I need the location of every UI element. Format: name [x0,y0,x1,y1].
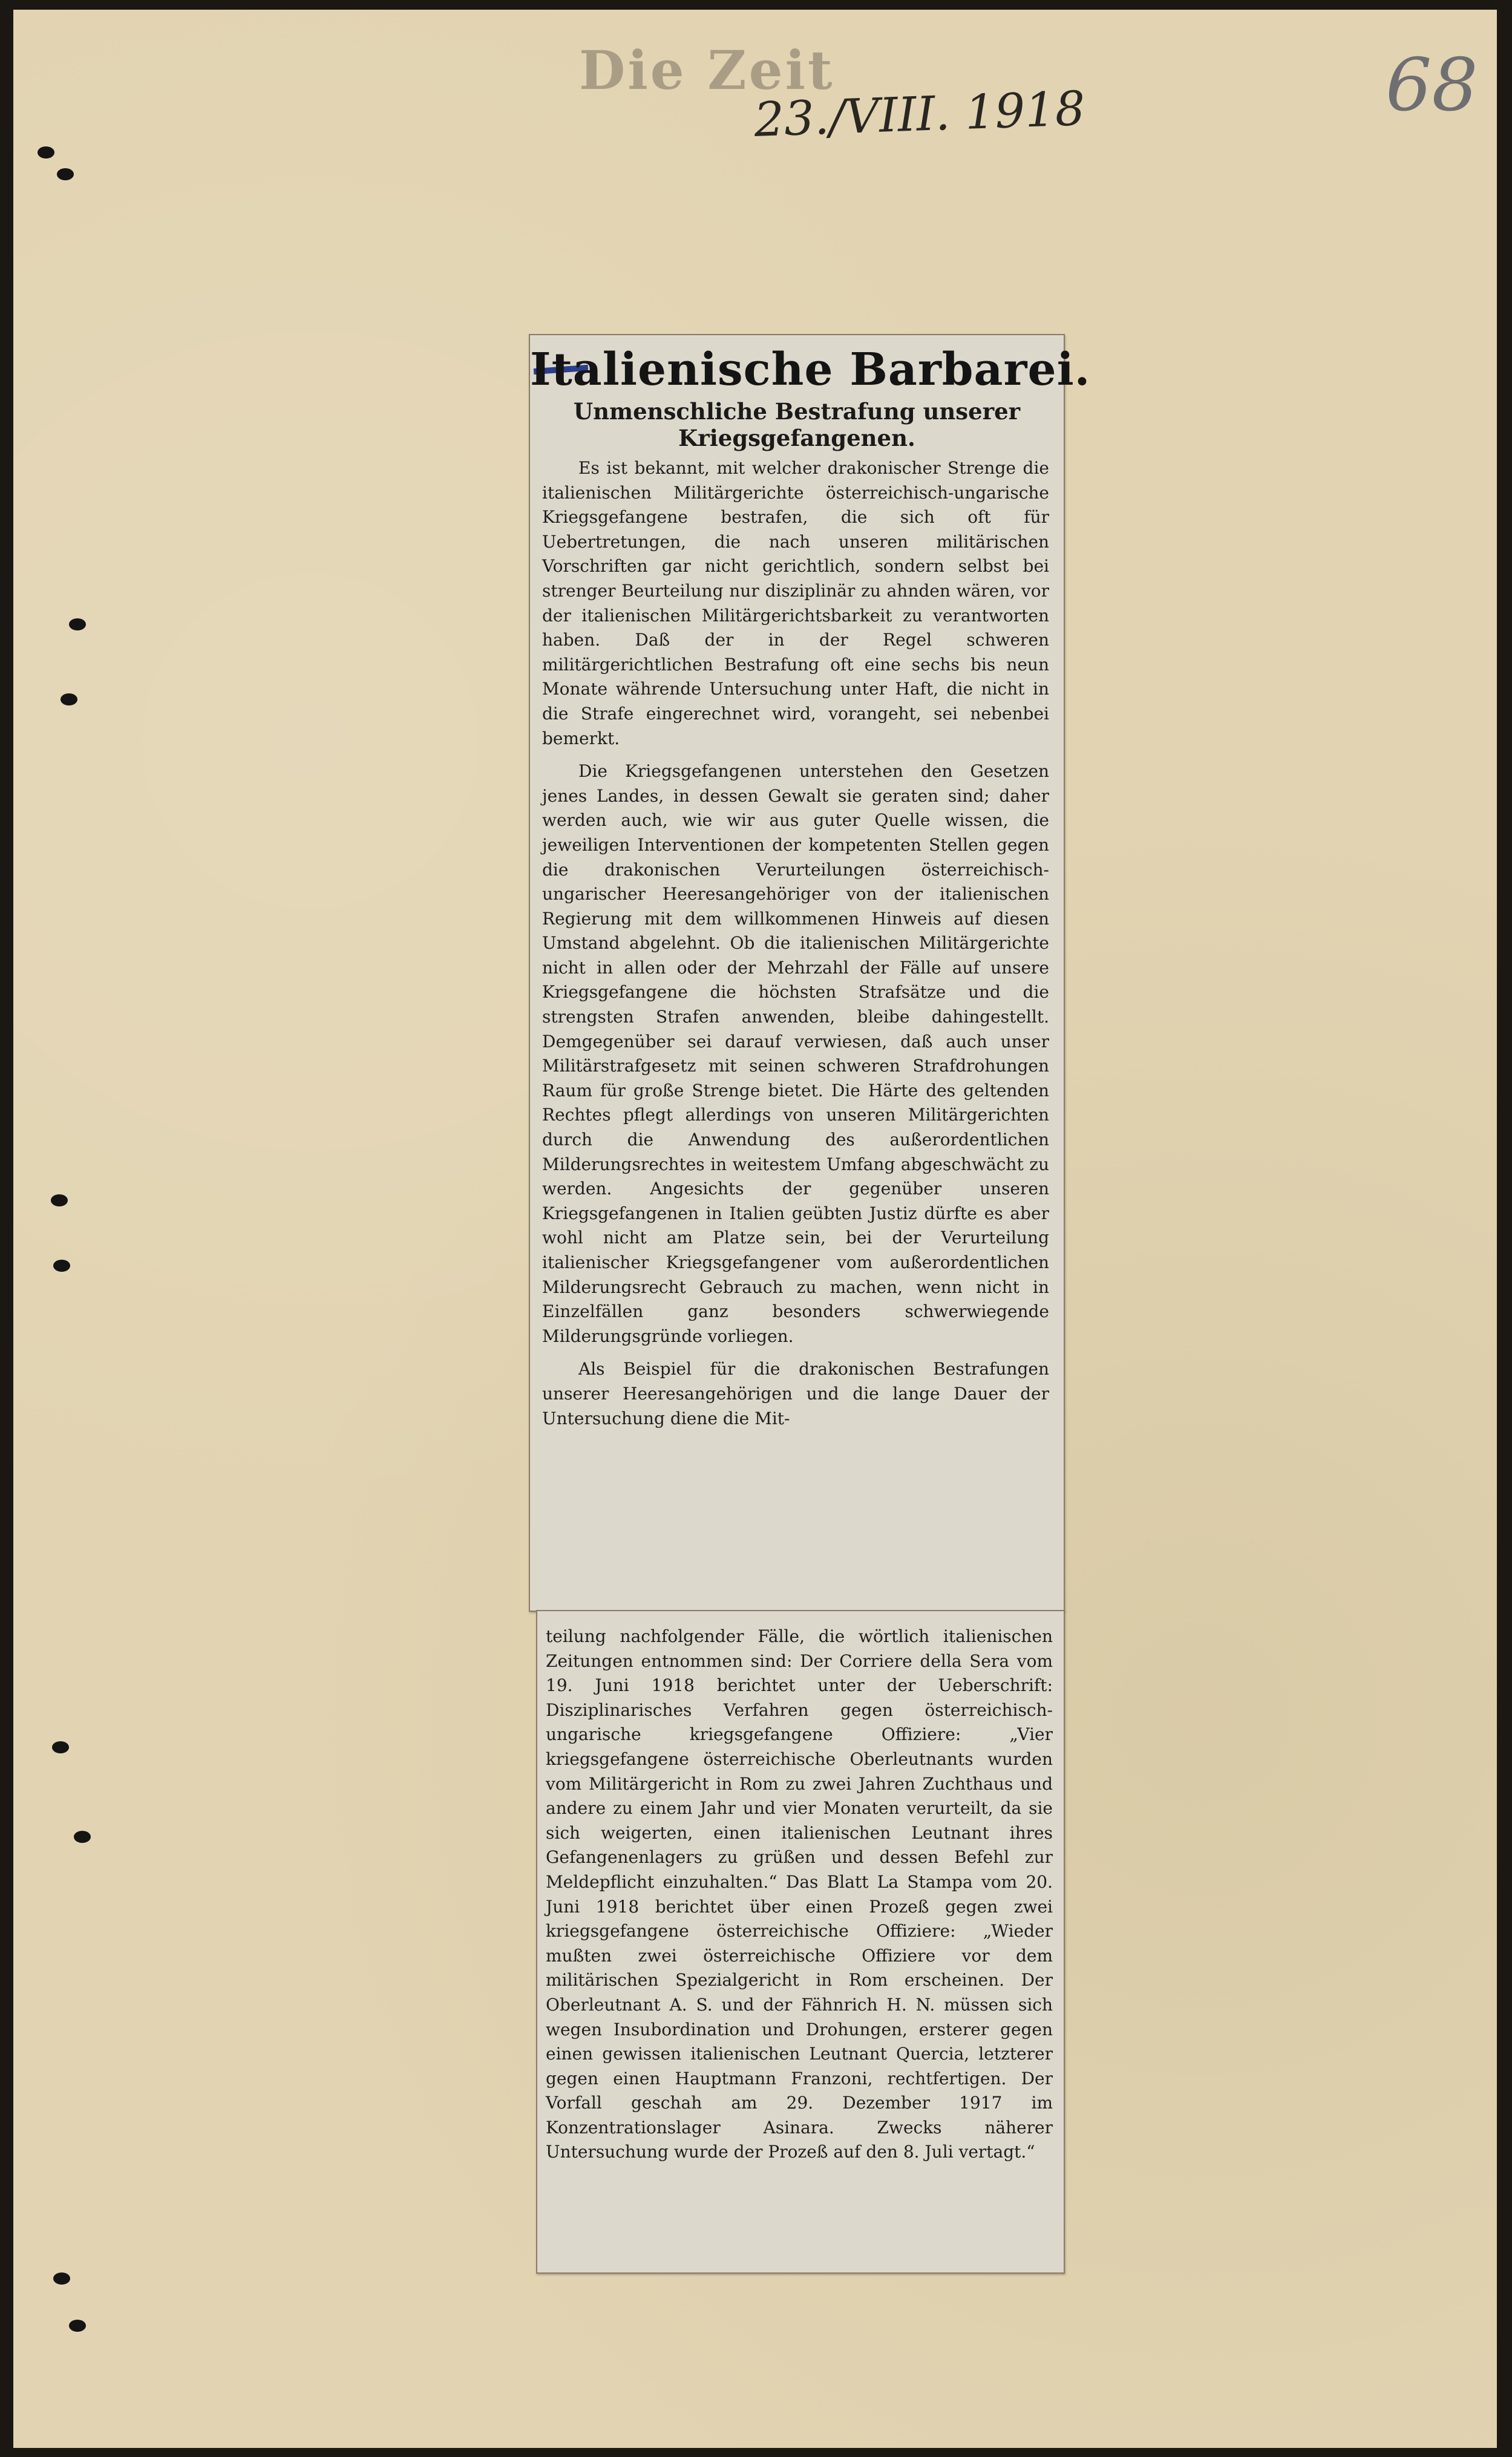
page-number: 68 [1386,44,1478,128]
binding-hole-icon [51,1194,68,1206]
article-paragraph: Als Beispiel für die drakonischen Bestrafungen unserer Heeresangehörigen und die lange Dauer der Untersuchung diene die Mit- [542,1359,1049,1428]
article-body-continued [546,1624,1053,2173]
newspaper-clipping-part1 [529,334,1091,1612]
article-paragraph: Die Kriegsgefangenen unterstehen den Gesetzen jenes Landes, in dessen Gewalt sie geraten sind; daher werden auch, wie wir aus guter Quelle wissen, die jeweiligen Interventionen der kompetenten Stellen gegen die drakonischen Verurteilungen österreichisch-ungarischer Heeresangehöriger von der italienischen Regierung mit dem willkommenen Hinweis auf diesen Umstand abgelehnt. Ob die italienischen Militärgerichte nicht in allen oder der Mehrzahl der Fälle auf unsere Kriegsgefangene die höchsten Strafsätze und die strengsten Strafen anwenden, bleibe dahingestellt. Demgegenüber sei darauf verwiesen, daß auch unser Militärstrafgesetz mit seinen schweren Strafdrohungen Raum für große Strenge bietet. Die Härte des geltenden Rechtes pflegt allerdings von unseren Militärgerichten durch die Anwendung des außerordentlichen Milderungsrechtes in weitestem Umfang abgeschwächt zu werden. Angesichts der gegenüber unseren Kriegsgefangenen in Italien geübten Justiz dürfte es aber wohl nicht am Platze sein, bei der Verurteilung italienischer Kriegsgefangener vom außerordentlichen Milderungsrecht Gebrauch zu machen, wenn nicht in Einzelfällen ganz besonders schwerwiegende Milderungsgründe vorliegen. [542,761,1049,1346]
binding-hole-icon [53,2272,70,2285]
article-paragraph: Es ist bekannt, mit welcher drakonischer Strenge die italienischen Militärgerichte österreichisch-ungarische Kriegsgefangene bestrafen, die sich oft für Uebertretungen, die nach unseren militärischen Vorschriften gar nicht gerichtlich, sondern selbst bei strenger Beurteilung nur disziplinär zu ahnden wären, vor der italienischen Militärgerichtsbarkeit zu verantworten haben. Daß der in der Regel schweren militärgerichtlichen Bestrafung oft eine sechs bis neun Monate währende Untersuchung unter Haft, die nicht in die Strafe eingerechnet wird, vorangeht, sei nebenbei bemerkt. [542,458,1049,748]
binding-hole-icon [52,1741,69,1753]
article-body [542,456,1049,1439]
newspaper-clipping-part2 [536,1610,1065,2274]
article-subtitle: Unmenschliche Bestrafung unserer Kriegsgefangenen. [573,398,1021,451]
binding-hole-icon [61,693,77,705]
binding-hole-icon [69,618,86,630]
archive-sheet [13,10,1497,2448]
binding-hole-icon [57,168,74,180]
article-title: Italienische Barbarei. [530,344,1091,396]
binding-hole-icon [38,146,54,159]
article-paragraph: teilung nachfolgender Fälle, die wörtlich italienischen Zeitungen entnommen sind: Der Corriere della Sera vom 19. Juni 1918 berichtet unter der Ueberschrift: Disziplinarisches Verfahren gegen österreichisch-ungarische kriegsgefangene Offiziere: „Vier kriegsgefangene österreichische Oberleutnants wurden vom Militärgericht in Rom zu zwei Jahren Zuchthaus und andere zu einem Jahr und vier Monaten verurteilt, da sie sich weigerten, einen italienischen Leutnant ihres Gefangenenlagers zu grüßen und dessen Befehl zur Meldepflicht einzuhalten.“ Das Blatt La Stampa vom 20. Juni 1918 berichtet über einen Prozeß gegen zwei kriegsgefangene österreichische Offiziere: „Wieder mußten zwei österreichische Offiziere vor dem militärischen Spezialgericht in Rom erscheinen. Der Oberleutnant A. S. und der Fähnrich H. N. müssen sich wegen Insubordination und Drohungen, ersterer gegen einen gewissen italienischen Leutnant Quercia, letzterer gegen einen Hauptmann Franzoni, rechtfertigen. Der Vorfall geschah am 29. Dezember 1917 im Konzentrationslager Asinara. Zwecks näherer Untersuchung wurde der Prozeß auf den 8. Juli vertagt.“ [546,1626,1053,2162]
newspaper-stamp: Die Zeit [579,39,835,102]
binding-hole-icon [74,1831,91,1843]
handwritten-date: 23./VIII. 1918 [753,81,1086,148]
binding-hole-icon [53,1260,70,1272]
binding-hole-icon [69,2320,86,2332]
